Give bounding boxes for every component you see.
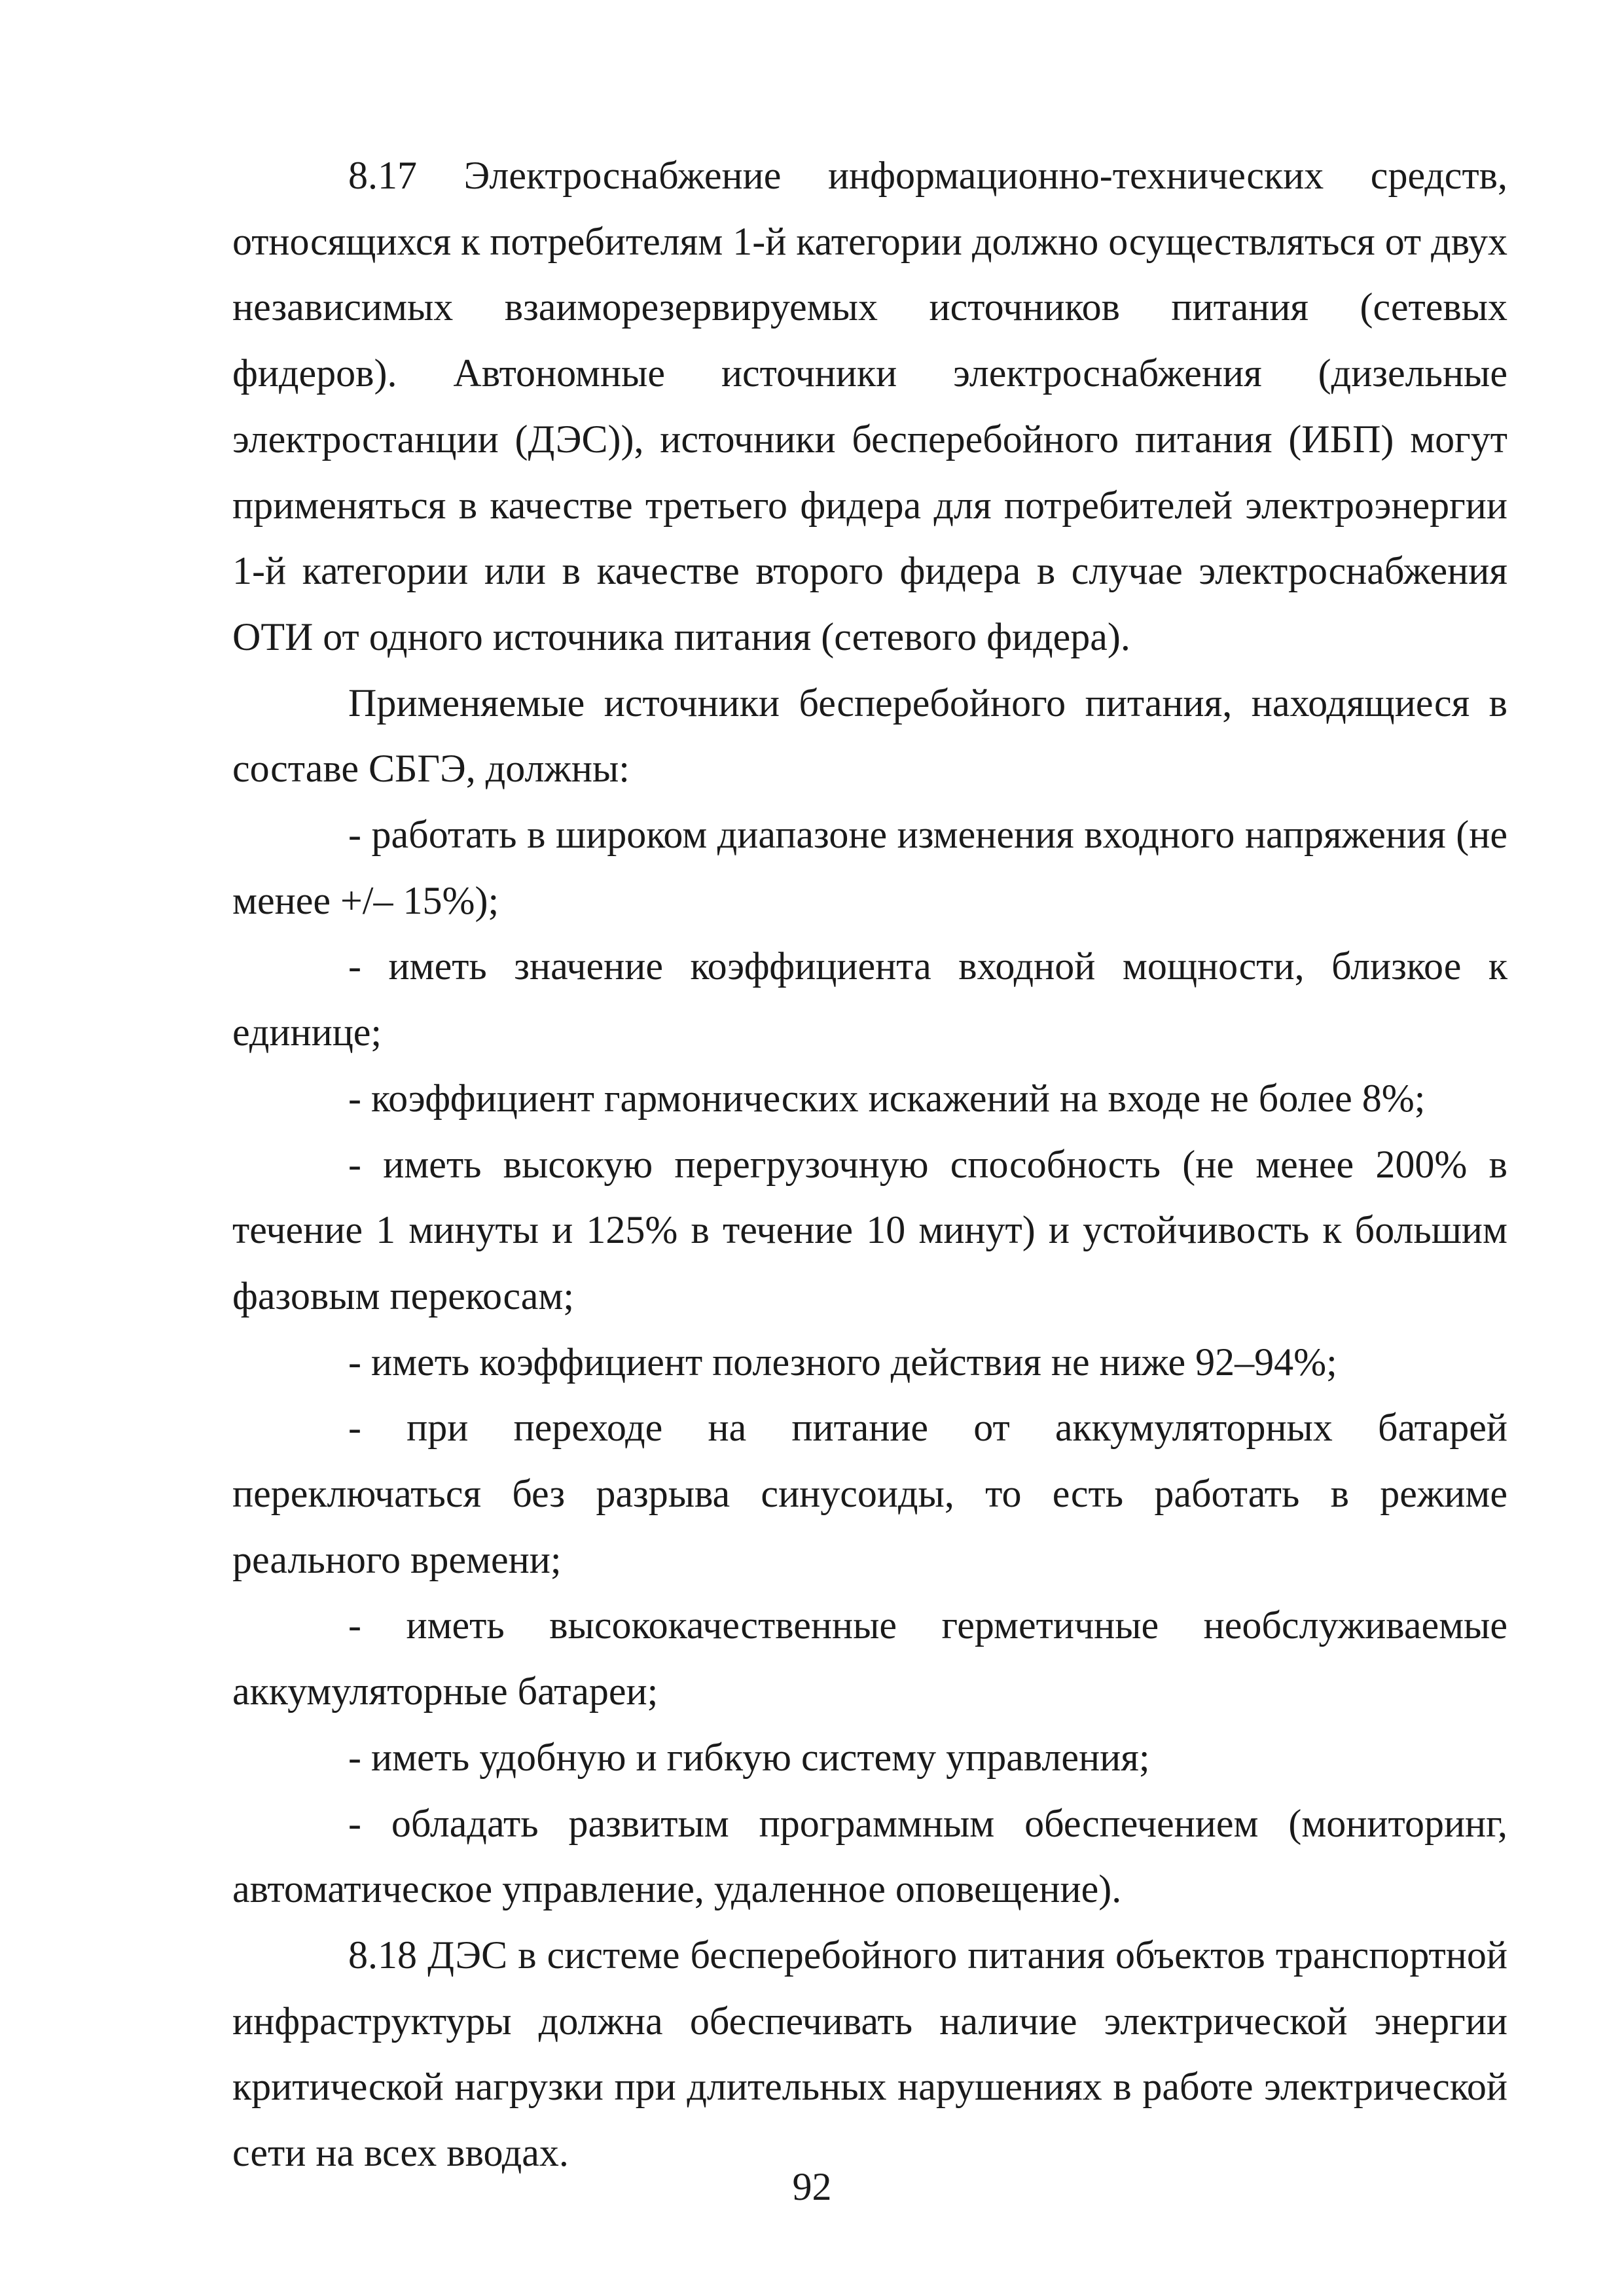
list-item-control-system: - иметь удобную и гибкую систему управления; [348, 1735, 1150, 1779]
document-body [232, 143, 1507, 2186]
list-item-battery-switchover: - при переходе на питание от аккумуляторных батарей переключаться без разрыва синусоиды, то есть работать в режиме реального времени; [232, 1406, 1507, 1581]
list-item-software: - обладать развитым программным обеспечением (мониторинг, автоматическое управление, удаленное оповещение). [232, 1801, 1507, 1911]
paragraph-8-17: 8.17 Электроснабжение информационно-технических средств, относящихся к потребителям 1-й категории должно осуществляться от двух независимых взаиморезервируемых источников питания (сетевых фидеров). Автономные источники электроснабжения (дизельные электростанции (ДЭС)), источники бесперебойного питания (ИБП) могут применяться в качестве третьего фидера для потребителей электроэнергии 1-й категории или в качестве второго фидера в случае электроснабжения ОТИ от одного источника питания (сетевого фидера). [232, 154, 1507, 658]
page-number: 92 [792, 2165, 832, 2208]
list-item-power-factor: - иметь значение коэффициента входной мощности, близкое к единице; [232, 944, 1507, 1054]
paragraph-8-18: 8.18 ДЭС в системе бесперебойного питания объектов транспортной инфраструктуры должна обеспечивать наличие электрической энергии критической нагрузки при длительных нарушениях в работе электрической сети на всех вводах. [232, 1933, 1507, 2175]
list-item-batteries: - иметь высококачественные герметичные необслуживаемые аккумуляторные батареи; [232, 1604, 1507, 1713]
list-item-efficiency: - иметь коэффициент полезного действия не ниже 92–94%; [348, 1340, 1337, 1384]
list-item-input-voltage: - работать в широком диапазоне изменения входного напряжения (не менее +/– 15%); [232, 813, 1507, 922]
list-item-harmonic-distortion: - коэффициент гармонических искажений на входе не более 8%; [348, 1076, 1426, 1120]
list-item-overload-capacity: - иметь высокую перегрузочную способность (не менее 200% в течение 1 минуты и 125% в течение 10 минут) и устойчивость к большим фазовым перекосам; [232, 1142, 1507, 1318]
paragraph-ups-requirements-intro: Применяемые источники бесперебойного питания, находящиеся в составе СБГЭ, должны: [232, 681, 1507, 791]
